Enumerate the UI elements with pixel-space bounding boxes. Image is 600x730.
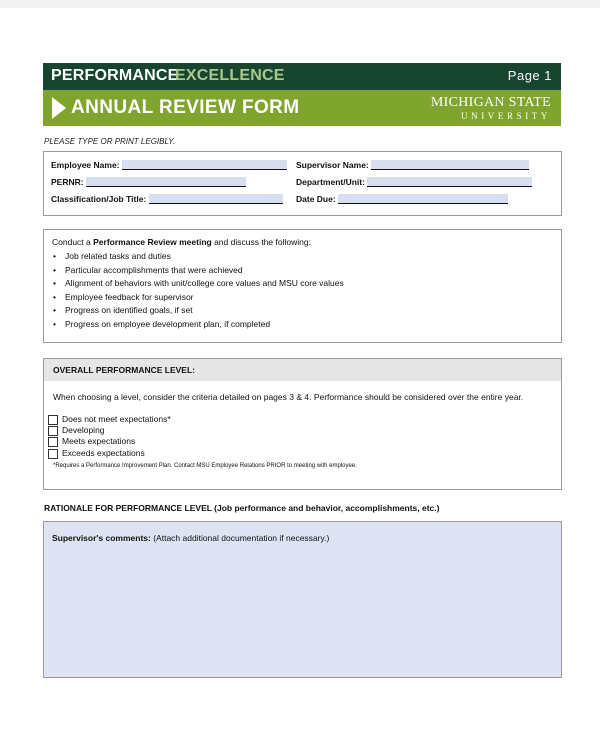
discussion-list: [52, 250, 344, 331]
employee-name-label: Employee Name:: [51, 160, 120, 170]
list-item: • Progress on employee development plan, if completed: [52, 318, 344, 332]
option-does-not-meet[interactable]: [48, 414, 171, 425]
job-title-label: Classification/Job Title:: [51, 194, 147, 204]
review-meeting-intro: [52, 237, 311, 247]
comments-hint: (Attach additional documentation if necessary.): [150, 533, 330, 543]
list-item: • Employee feedback for supervisor: [52, 291, 344, 305]
supervisor-comments-field[interactable]: [43, 521, 562, 678]
date-due-label: Date Due:: [296, 194, 336, 204]
supervisor-comments-label: [52, 533, 329, 543]
instruction-text: PLEASE TYPE OR PRINT LEGIBLY.: [44, 137, 176, 146]
option-label: Developing: [62, 425, 105, 435]
university-subtitle: UNIVERSITY: [461, 111, 551, 121]
form-title-bar: [43, 90, 561, 126]
form-title: ANNUAL REVIEW FORM: [71, 97, 300, 118]
checkbox[interactable]: [48, 426, 58, 436]
date-due-row: [296, 194, 508, 204]
rationale-heading: RATIONALE FOR PERFORMANCE LEVEL (Job performance and behavior, accomplishments, etc.): [44, 503, 440, 513]
supervisor-name-label: Supervisor Name:: [296, 160, 369, 170]
performance-level-section: [43, 358, 562, 490]
option-label: Meets expectations: [62, 436, 136, 446]
header-banner: [43, 63, 561, 90]
employee-info-section: [43, 151, 562, 216]
employee-name-field[interactable]: [122, 160, 287, 170]
date-due-field[interactable]: [338, 194, 508, 204]
brand-excellence: EXCELLENCE: [175, 67, 285, 84]
intro-suffix: and discuss the following:: [211, 237, 311, 247]
intro-prefix: Conduct a: [52, 237, 94, 247]
review-meeting-section: [43, 229, 562, 343]
list-item: • Particular accomplishments that were achieved: [52, 264, 344, 278]
section-header-band: [44, 359, 561, 381]
pernr-row: [51, 177, 246, 187]
pernr-field[interactable]: [86, 177, 246, 187]
option-developing[interactable]: [48, 425, 105, 436]
department-row: [296, 177, 532, 187]
employee-name-row: [51, 160, 287, 170]
department-field[interactable]: [367, 177, 532, 187]
option-exceeds[interactable]: [48, 448, 145, 459]
checkbox[interactable]: [48, 437, 58, 447]
performance-level-explanation: When choosing a level, consider the criteria detailed on pages 3 & 4. Performance should be considered over the entire year.: [53, 392, 524, 402]
page-number: Page 1: [507, 68, 552, 83]
supervisor-name-row: [296, 160, 529, 170]
list-item: • Alignment of behaviors with unit/college core values and MSU core values: [52, 277, 344, 291]
option-label: Does not meet expectations*: [62, 414, 171, 424]
department-label: Department/Unit:: [296, 177, 365, 187]
option-meets[interactable]: [48, 436, 135, 447]
page-top-margin: [0, 0, 600, 8]
checkbox[interactable]: [48, 449, 58, 459]
footnote: *Requires a Performance Improvement Plan. Contact MSU Employee Relations PRIOR to meeting with employee.: [53, 463, 357, 469]
job-title-field[interactable]: [149, 194, 283, 204]
job-title-row: [51, 194, 283, 204]
list-item: • Progress on identified goals, if set: [52, 304, 344, 318]
university-name: MICHIGAN STATE: [430, 95, 551, 110]
brand-performance: PERFORMANCE: [51, 67, 179, 84]
pernr-label: PERNR:: [51, 177, 84, 187]
play-arrow-icon: [52, 97, 66, 119]
intro-bold: Performance Review meeting: [93, 237, 212, 247]
supervisor-name-field[interactable]: [371, 160, 529, 170]
list-item: • Job related tasks and duties: [52, 250, 344, 264]
checkbox[interactable]: [48, 415, 58, 425]
performance-level-title: OVERALL PERFORMANCE LEVEL:: [53, 365, 195, 375]
comments-label-bold: Supervisor's comments:: [52, 533, 151, 543]
option-label: Exceeds expectations: [62, 448, 145, 458]
